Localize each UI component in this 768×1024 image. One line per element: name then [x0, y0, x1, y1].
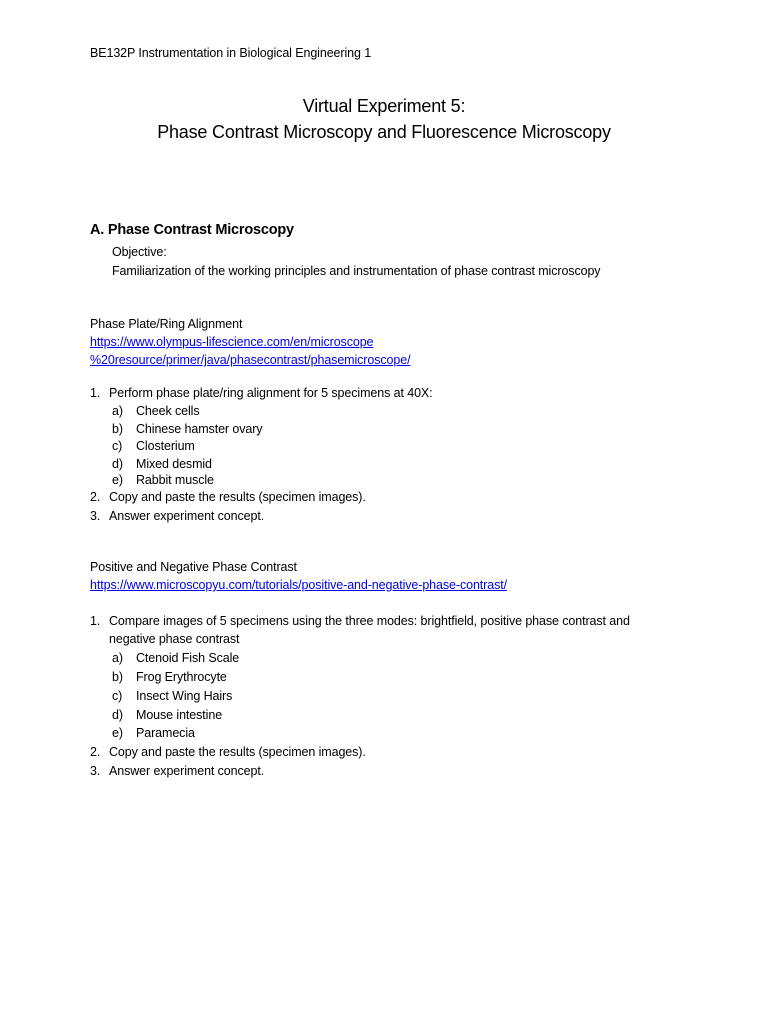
- section-heading-phase-contrast: A. Phase Contrast Microscopy: [90, 222, 294, 238]
- specimen-item: [112, 457, 212, 471]
- step-number: 2.: [90, 745, 101, 759]
- specimen-name: Cheek cells: [136, 404, 200, 418]
- specimen-letter: c): [112, 439, 123, 453]
- specimen-letter: b): [112, 422, 123, 436]
- specimen-name: Mixed desmid: [136, 457, 212, 471]
- specimen-item: [112, 404, 200, 418]
- step-number: 1.: [90, 386, 101, 400]
- step-text: Copy and paste the results (specimen images).: [109, 745, 366, 759]
- specimen-letter: a): [112, 404, 123, 418]
- specimen-name: Closterium: [136, 439, 195, 453]
- specimen-letter: e): [112, 473, 123, 487]
- step-item: [90, 509, 264, 523]
- specimen-letter: a): [112, 651, 123, 665]
- specimen-letter: c): [112, 689, 123, 703]
- olympus-link-line2[interactable]: %20resource/primer/java/phasecontrast/phasemicroscope/: [90, 353, 411, 367]
- specimen-letter: d): [112, 457, 123, 471]
- specimen-item: [112, 726, 195, 740]
- course-header: BE132P Instrumentation in Biological Engineering 1: [90, 46, 372, 60]
- step-number: 2.: [90, 490, 101, 504]
- step-text: Answer experiment concept.: [109, 764, 265, 778]
- step-text: Perform phase plate/ring alignment for 5 specimens at 40X:: [109, 386, 433, 400]
- specimen-item: [112, 708, 222, 722]
- specimen-name: Mouse intestine: [136, 708, 223, 722]
- objective-label: Objective:: [112, 245, 167, 259]
- part-title-ring-alignment: Phase Plate/Ring Alignment: [90, 317, 243, 331]
- specimen-letter: e): [112, 726, 123, 740]
- step-item: [90, 764, 264, 778]
- step-item: [90, 745, 366, 759]
- step-text: Answer experiment concept.: [109, 509, 265, 523]
- step-item: [90, 386, 433, 400]
- experiment-subtitle: Phase Contrast Microscopy and Fluorescence Microscopy: [157, 122, 611, 142]
- step-item: [90, 490, 366, 504]
- part-title-pos-neg-contrast: Positive and Negative Phase Contrast: [90, 560, 297, 574]
- specimen-name: Chinese hamster ovary: [136, 422, 263, 436]
- step-number: 3.: [90, 509, 101, 523]
- specimen-name: Insect Wing Hairs: [136, 689, 233, 703]
- specimen-name: Paramecia: [136, 726, 195, 740]
- olympus-link-line1[interactable]: https://www.olympus-lifescience.com/en/microscope: [90, 335, 374, 349]
- step-text: Copy and paste the results (specimen images).: [109, 490, 366, 504]
- specimen-item: [112, 670, 227, 684]
- specimen-item: [112, 651, 239, 665]
- step-text: Compare images of 5 specimens using the three modes: brightfield, positive phase contrast and: [109, 614, 630, 628]
- specimen-letter: b): [112, 670, 123, 684]
- experiment-title: Virtual Experiment 5:: [302, 96, 466, 116]
- specimen-name: Frog Erythrocyte: [136, 670, 227, 684]
- specimen-item: [112, 439, 195, 453]
- step-number: 1.: [90, 614, 101, 628]
- objective-text: Familiarization of the working principles and instrumentation of phase contrast microscopy: [112, 264, 601, 278]
- specimen-item: [112, 422, 262, 436]
- specimen-item: [112, 689, 232, 703]
- specimen-name: Rabbit muscle: [136, 473, 214, 487]
- microscopyu-link[interactable]: https://www.microscopyu.com/tutorials/positive-and-negative-phase-contrast/: [90, 578, 507, 592]
- specimen-letter: d): [112, 708, 123, 722]
- specimen-name: Ctenoid Fish Scale: [136, 651, 240, 665]
- specimen-item: [112, 473, 214, 487]
- step-item: [90, 614, 630, 628]
- step-number: 3.: [90, 764, 101, 778]
- step-text-continued: negative phase contrast: [109, 632, 240, 646]
